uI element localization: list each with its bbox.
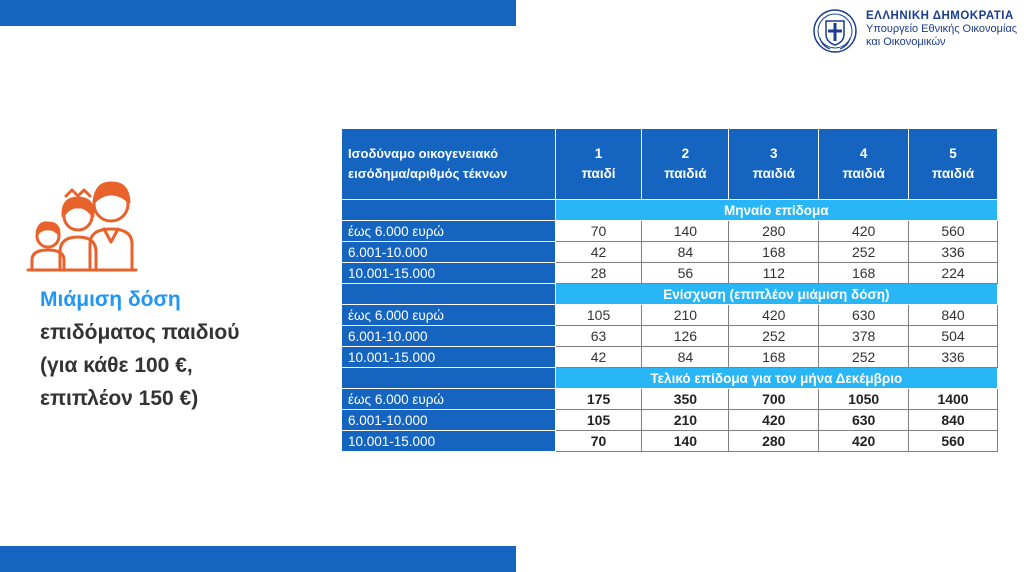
caption-line3: (για κάθε 100 €, [40,354,193,377]
amount-cell: 63 [555,326,642,347]
amount-cell: 252 [819,242,909,263]
amount-cell: 42 [555,242,642,263]
income-header-line2: εισόδημα/αριθμός τέκνων [348,166,508,181]
ministry-logo [812,8,1017,54]
caption-line2: επιδόματος παιδιού [40,321,240,344]
income-bracket-label: 6.001-10.000 [342,326,556,347]
amount-cell: 420 [819,431,909,452]
column-number: 3 [770,146,778,161]
column-word: παιδιά [664,166,707,181]
caption-line4: επιπλέον 150 €) [40,387,199,410]
column-word: παιδιά [752,166,795,181]
income-header [342,129,556,200]
section-header-row [342,200,998,221]
table-row [342,305,998,326]
table-row [342,431,998,452]
amount-cell: 350 [642,389,729,410]
amount-cell: 840 [909,410,998,431]
column-header-3 [729,129,819,200]
section-header-spacer [342,368,556,389]
amount-cell: 56 [642,263,729,284]
amount-cell: 378 [819,326,909,347]
amount-cell: 168 [819,263,909,284]
column-header-2 [642,129,729,200]
column-header-5 [909,129,998,200]
country-name: ΕΛΛΗΝΙΚΗ ΔΗΜΟΚΡΑΤΙΑ [866,10,1014,22]
greek-coat-of-arms-icon [812,8,858,54]
amount-cell: 140 [642,431,729,452]
column-number: 1 [594,146,603,161]
amount-cell: 560 [909,221,998,242]
section-title: Ενίσχυση (επιπλέον μιάμιση δόση) [555,284,997,305]
amount-cell: 252 [729,326,819,347]
table-row [342,410,998,431]
income-bracket-label: 10.001-15.000 [342,431,556,452]
income-bracket-label: 6.001-10.000 [342,410,556,431]
table-row [342,242,998,263]
amount-cell: 280 [729,221,819,242]
section-header-row [342,284,998,305]
section-title: Τελικό επίδομα για τον μήνα Δεκέμβριο [555,368,997,389]
amount-cell: 105 [555,305,642,326]
ministry-name-line2: και Οικονομικών [866,36,946,48]
amount-cell: 210 [642,305,729,326]
amount-cell: 105 [555,410,642,431]
income-bracket-label: έως 6.000 ευρώ [342,221,556,242]
amount-cell: 84 [642,347,729,368]
section-header-row [342,368,998,389]
table-row [342,389,998,410]
amount-cell: 336 [909,242,998,263]
amount-cell: 210 [642,410,729,431]
amount-cell: 168 [729,242,819,263]
section-title: Μηναίο επίδομα [555,200,997,221]
column-word: παιδιά [931,166,975,181]
income-bracket-label: 6.001-10.000 [342,242,556,263]
income-header-line1: Ισοδύναμο οικογενειακό [348,146,499,161]
column-number: 5 [949,146,957,161]
amount-cell: 70 [555,221,642,242]
amount-cell: 84 [642,242,729,263]
amount-cell: 1050 [819,389,909,410]
amount-cell: 126 [642,326,729,347]
income-bracket-label: 10.001-15.000 [342,347,556,368]
column-number: 4 [859,146,868,161]
income-bracket-label: έως 6.000 ευρώ [342,389,556,410]
amount-cell: 1400 [909,389,998,410]
bottom-accent-bar [0,546,516,572]
column-header-1 [555,129,642,200]
amount-cell: 112 [729,263,819,284]
amount-cell: 336 [909,347,998,368]
ministry-name-line1: Υπουργείο Εθνικής Οικονομίας [866,23,1018,35]
amount-cell: 252 [819,347,909,368]
table-row [342,263,998,284]
amount-cell: 175 [555,389,642,410]
column-header-4 [819,129,909,200]
column-number: 2 [681,146,690,161]
amount-cell: 420 [819,221,909,242]
section-header-spacer [342,200,556,221]
amount-cell: 840 [909,305,998,326]
amount-cell: 280 [729,431,819,452]
column-word: παιδί [581,166,616,181]
top-accent-bar [0,0,516,26]
amount-cell: 70 [555,431,642,452]
amount-cell: 630 [819,410,909,431]
column-word: παιδιά [842,166,885,181]
amount-cell: 700 [729,389,819,410]
amount-cell: 140 [642,221,729,242]
amount-cell: 42 [555,347,642,368]
income-bracket-label: έως 6.000 ευρώ [342,305,556,326]
amount-cell: 504 [909,326,998,347]
amount-cell: 168 [729,347,819,368]
table-header-row [342,129,998,200]
caption-line1: Μιάμιση δόση [40,288,181,311]
allowance-caption [40,283,330,415]
amount-cell: 28 [555,263,642,284]
table-row [342,221,998,242]
allowance-table [341,128,998,452]
amount-cell: 560 [909,431,998,452]
amount-cell: 420 [729,410,819,431]
family-icon [26,174,146,274]
amount-cell: 420 [729,305,819,326]
table-row [342,326,998,347]
income-bracket-label: 10.001-15.000 [342,263,556,284]
amount-cell: 224 [909,263,998,284]
section-header-spacer [342,284,556,305]
amount-cell: 630 [819,305,909,326]
table-row [342,347,998,368]
